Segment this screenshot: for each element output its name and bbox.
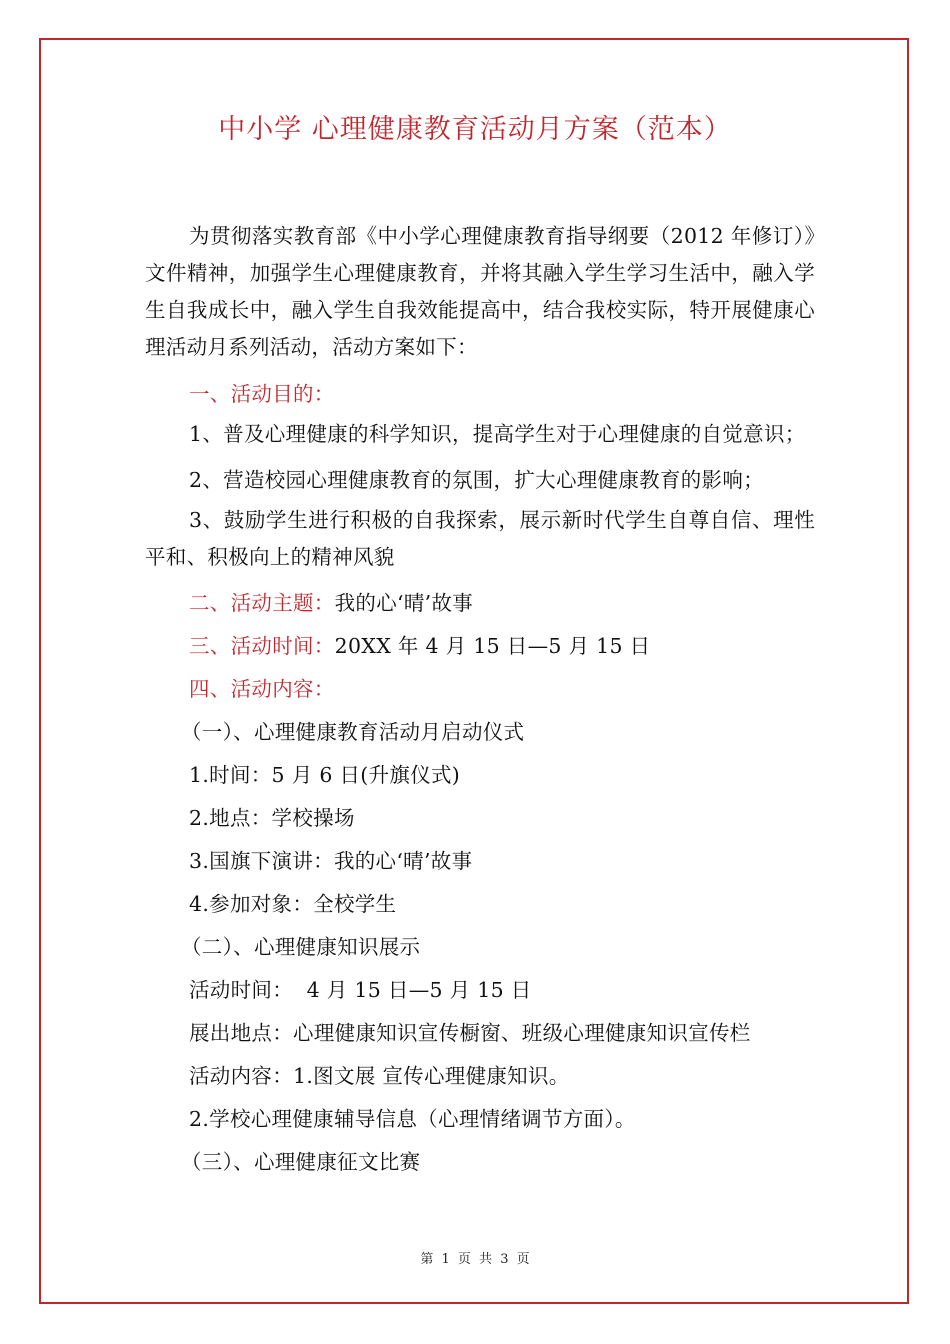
part1-line: 1.时间：5 月 6 日(升旗仪式) xyxy=(189,763,461,787)
section-heading-time: 三、活动时间： xyxy=(189,634,335,658)
document-title: 中小学 心理健康教育活动月方案（范本） xyxy=(218,114,732,145)
section-theme xyxy=(145,582,815,625)
time-value: 20XX 年 4 月 15 日—5 月 15 日 xyxy=(334,634,651,658)
page-footer: 第 1 页 共 3 页 xyxy=(420,1252,530,1267)
section-heading-goals: 一、活动目的： xyxy=(189,382,335,406)
part2-line: 展出地点：心理健康知识宣传橱窗、班级心理健康知识宣传栏 xyxy=(189,1021,751,1045)
section-time xyxy=(145,625,815,668)
section-heading-theme: 二、活动主题： xyxy=(189,591,335,615)
part1-line: 3.国旗下演讲：我的心‘晴’故事 xyxy=(189,849,473,873)
goal-item-2: 2、营造校园心理健康教育的氛围，扩大心理健康教育的影响； xyxy=(189,468,764,492)
goal-item-3: 3、鼓励学生进行积极的自我探索，展示新时代学生自尊自信、理性平和、积极向上的精神风貌 xyxy=(145,508,815,569)
part1-line: 2.地点：学校操场 xyxy=(189,806,355,830)
part2-line: 活动内容：1.图文展 宣传心理健康知识。 xyxy=(189,1064,570,1088)
part2-heading: （二）、心理健康知识展示 xyxy=(181,935,421,959)
intro-paragraph: 为贯彻落实教育部《中小学心理健康教育指导纲要（2012 年修订）》文件精神，加强学生心理健康教育，并将其融入学生学习生活中，融入学生自我成长中，融入学生自我效能提高中，结合我校实际，特开展健康心理活动月系列活动，活动方案如下： xyxy=(145,224,815,359)
part2-line: 活动时间： 4 月 15 日—5 月 15 日 xyxy=(189,978,532,1002)
section-heading-content: 四、活动内容： xyxy=(189,677,335,701)
goal-item-1: 1、普及心理健康的科学知识，提高学生对于心理健康的自觉意识； xyxy=(189,422,806,446)
part1-heading: （一）、心理健康教育活动月启动仪式 xyxy=(181,720,525,744)
part3-heading: （三）、心理健康征文比赛 xyxy=(181,1150,421,1174)
part2-line: 2.学校心理健康辅导信息（心理情绪调节方面）。 xyxy=(189,1107,636,1131)
part1-line: 4.参加对象：全校学生 xyxy=(189,892,397,916)
theme-value: 我的心‘晴’故事 xyxy=(334,591,474,615)
document-body xyxy=(145,218,815,1184)
